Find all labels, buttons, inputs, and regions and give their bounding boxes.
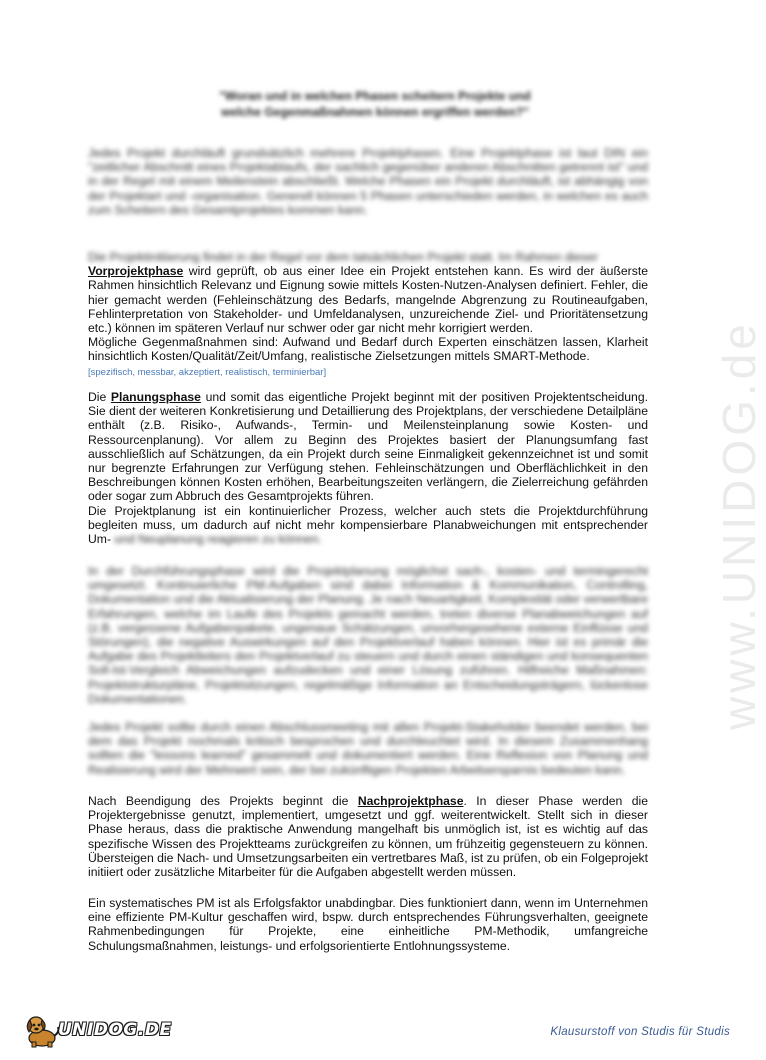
durchfuehrung-paragraph: In der Durchführungsphase wird die Projektplanung möglichst sach-, kosten- und termingerecht umgesetzt. Kontinuierliche PM-Aufgaben sind dabei Information & Kommunikation, Controlling, Dokumentation und die Aktualisierung der Planung. Je nach Neuartigkeit, Komplexität oder verwertbare Erfahrungen, welche im Laufe des Projekts gemacht werden, treten diverse Planabweichungen auf (z.B. vergessene Aufgabenpakete, ungenaue Schätzungen, unvorhergesehene externe Einflüsse und Störungen), die negative Auswirkungen auf den Projektverlauf haben können. Hier ist es primär die Aufgabe des Projektleiters den Projektverlauf zu steuern und durch einen ständigen und konsequenten Soll-Ist-Vergleich Abweichungen aufzudecken und einer Lösung zuführen. Hilfreiche Maßnahmen: Projektstrukturpläne, Projektsitzungen, regelmäßige Information an Entscheidungsträgern, lückenlose Dokumentationen.: [88, 564, 648, 706]
fazit-paragraph: Ein systematisches PM ist als Erfolgsfaktor unabdingbar. Dies funktioniert dann, wenn im Unternehmen eine effiziente PM-Kultur geschaffen wird, bspw. durch entsprechendes Führungsverhalten, geeignete Rahmenbedingungen für Projekte, eine einheitliche PM-Methodik, umfangreiche Schulungsmaßnahmen, leistungs- und erfolgsorientierte Entlohnungssysteme.: [88, 896, 648, 953]
nachprojekt-lead: Nach Beendigung des Projekts beginnt die: [88, 794, 358, 808]
planung-text: und somit das eigentliche Projekt beginnt mit der positiven Projektentscheidung. Sie dient der weiteren Konkretisierung und Detaillierung des Projektplans, der verschiedene Detailpläne enthält (z.B. Risiko-, Aufwands-, Termin- und Meilensteinplanung sowie Kosten- und Ressourcenplanung). Vor allem zu Beginn des Projektes basiert der Planungsumfang fast ausschließlich auf Schätzungen, da ein Projekt durch seine Einmaligkeit gekennzeichnet ist und somit nur begrenzte Erfahrungen zur Verfügung stehen. Fehleinschätzungen und Oberflächlichkeit in den Beschreibungen können Kosten erhöhen, Bearbeitungszeiten verlängern, die Zielerreichung gefährden oder sogar zum Abbruch des Gesamtprojekts führen.: [88, 390, 648, 504]
intro-paragraph: Jedes Projekt durchläuft grundsätzlich mehrere Projektphasen. Eine Projektphase ist laut DIN ein "zeitlicher Abschnitt eines Projektablaufs, der sachlich gegenüber anderen Abschnitten getrennt ist" und in der Regel mit einem Meilenstein abschließt. Welche Phasen ein Projekt durchläuft, ist abhängig von der Projektart und -organisation. Generell können 5 Phasen unterschieden werden, in welchen es auch zum Scheitern des Gesamtprojektes kommen kann.: [88, 146, 648, 217]
nachprojekt-paragraph: [88, 794, 648, 879]
document-title: [150, 88, 600, 120]
vorprojekt-paragraph: [88, 250, 648, 380]
smart-note: [spezifisch, messbar, akzeptiert, realistisch, terminierbar]: [88, 366, 327, 378]
watermark: www.UNIDOG.de: [713, 320, 765, 730]
dog-icon: [22, 1012, 62, 1048]
unidog-logo[interactable]: [22, 1012, 202, 1048]
vorprojekt-text: wird geprüft, ob aus einer Idee ein Projekt entstehen kann. Es wird der äußerste Rahmen hinsichtlich Relevanz und Eignung sowie mittels Kosten-Nutzen-Analysen definiert. Fehler, die hier gemacht werden (Fehleinschätzung des Bedarfs, mangelnde Abgrenzung zu Routineaufgaben, Fehlinterpretation von Stakeholder- und Umfeldanalysen, unzureichende Ziel- und Prioritätensetzung etc.) können im späteren Verlauf nur schwer oder gar nicht mehr korrigiert werden.: [88, 264, 648, 336]
footer-tagline: Klausurstoff von Studis für Studis: [550, 1026, 730, 1038]
title-line-1: "Woran und in welchen Phasen scheitern Projekte und: [219, 89, 531, 103]
logo-text: UNIDOG.DE: [58, 1020, 172, 1040]
planung-paragraph: [88, 390, 648, 546]
vorprojekt-lead: Die Projektinitiierung findet in der Regel vor dem tatsächlichen Projekt statt. Im Rahmen dieser: [88, 250, 599, 264]
planungsphase-keyword: Planungsphase: [110, 390, 201, 404]
abschluss-paragraph: Jedes Projekt sollte durch einen Abschlussmeeting mit allen Projekt-Stakeholder beendet werden, bei dem das Projekt nochmals kritisch besprochen und durchleuchtet wird. In diesem Zusammenhang sollten die "lessons learned" gesammelt und dokumentiert werden. Eine Reflexion von Planung und Realisierung wird der Mehrwert sein, der bei zukünftigen Projekten Arbeitsersparnis bedeuten kann.: [88, 720, 648, 777]
nachprojektphase-keyword: Nachprojektphase: [357, 794, 464, 808]
title-line-2: welche Gegenmaßnahmen können ergriffen werden?": [221, 105, 529, 119]
vorprojektphase-keyword: Vorprojektphase: [88, 264, 184, 279]
vorprojekt-measures: Mögliche Gegenmaßnahmen sind: Aufwand und Bedarf durch Experten einschätzen lassen, Klarheit hinsichtlich Kosten/Qualität/Zeit/Umfang, realistische Zielsetzungen mittels SMART-Methode.: [88, 335, 648, 364]
planung-text-2-end: und Neuplanung reagieren zu können.: [114, 532, 322, 547]
nachprojekt-text: . In dieser Phase werden die Projektergebnisse genutzt, implementiert, umgesetzt und ggf. weiterentwickelt. Stellt sich in dieser Phase heraus, dass die praktische Anwendung mangelhaft bis unmöglich ist, ist es wichtig auf das spezifische Wissen des Projektteams zurückgreifen zu können, um frühzeitig gegensteuern zu können. Übersteigen die Nach- und Umsetzungsarbeiten ein vertretbares Maß, ist zu prüfen, ob ein Folgeprojekt initiiert oder zusätzliche Mitarbeiter für die Aufgaben abgestellt werden müssen.: [88, 794, 648, 880]
planung-lead: Die: [88, 390, 111, 404]
planung-text-2: Die Projektplanung ist ein kontinuierlicher Prozess, welcher auch stets die Projektdurchführung begleiten muss, um dadurch auf nicht mehr kompensierbare Planabweichungen mit entsprechender Um-: [88, 503, 648, 547]
